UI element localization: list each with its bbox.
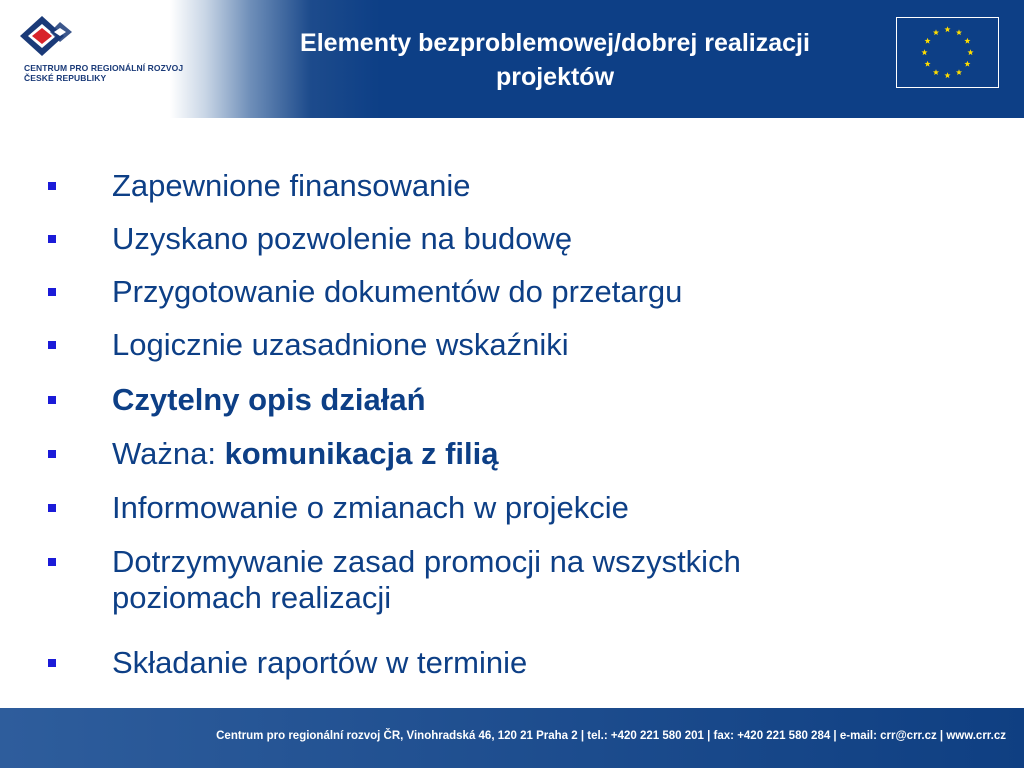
eu-star-icon [933, 69, 939, 75]
slide-header [0, 0, 1024, 118]
bullet-square-icon [48, 182, 56, 190]
crr-logo-icon [12, 12, 102, 62]
list-item-text: Zapewnione finansowanie [112, 168, 471, 203]
list-item-text [112, 382, 972, 418]
eu-star-icon [925, 61, 931, 67]
eu-star-icon [956, 29, 962, 35]
list-item-text: Logicznie uzasadnione wskaźniki [112, 327, 569, 362]
eu-star-icon [925, 38, 931, 44]
logo-text [24, 63, 183, 83]
bullet-square-icon [48, 235, 56, 243]
bullet-square-icon [48, 450, 56, 458]
bullet-square-icon [48, 396, 56, 404]
eu-flag [896, 17, 999, 88]
list-item-line-2: poziomach realizacji [112, 580, 392, 615]
bullet-square-icon [48, 504, 56, 512]
list-item-line-1: Dotrzymywanie zasad promocji na wszystkich [112, 544, 741, 579]
list-item-text: Składanie raportów w terminie [112, 645, 528, 680]
bullet-square-icon [48, 288, 56, 296]
list-item-text [112, 544, 972, 616]
slide-title-line-2: projektów [495, 63, 615, 91]
eu-star-icon [956, 69, 962, 75]
slide-footer [0, 708, 1024, 768]
eu-star-icon [944, 72, 950, 78]
eu-star-icon [944, 26, 950, 32]
list-item-bold: Czytelny opis działań [112, 382, 426, 417]
eu-star-icon [964, 61, 970, 67]
list-item-prefix: Ważna: [112, 436, 225, 471]
list-item-text: Przygotowanie dokumentów do przetargu [112, 274, 683, 309]
list-item-text: Informowanie o zmianach w projekcie [112, 490, 629, 525]
footer-contact-text: Centrum pro regionální rozvoj ČR, Vinohradská 46, 120 21 Praha 2 | tel.: +420 221 580 201 | fax: +420 221 580 284 | e-mail: crr@crr.cz | www.crr.cz [216, 730, 1006, 742]
bullet-square-icon [48, 558, 56, 566]
eu-star-icon [933, 29, 939, 35]
list-item-text: Uzyskano pozwolenie na budowę [112, 221, 573, 256]
logo-line-2: ČESKÉ REPUBLIKY [24, 73, 107, 83]
logo-line-1: CENTRUM PRO REGIONÁLNÍ ROZVOJ [24, 63, 184, 73]
crr-logo [12, 12, 202, 92]
eu-flag-icon [897, 18, 998, 87]
eu-star-icon [921, 49, 927, 55]
bullet-square-icon [48, 341, 56, 349]
eu-star-icon [967, 49, 973, 55]
bullet-square-icon [48, 659, 56, 667]
eu-star-icon [964, 38, 970, 44]
list-item-text [112, 436, 972, 472]
list-item-bold: komunikacja z filią [224, 436, 499, 471]
slide-title [205, 26, 905, 94]
slide-title-line-1: Elementy bezproblemowej/dobrej realizacji [300, 29, 810, 57]
